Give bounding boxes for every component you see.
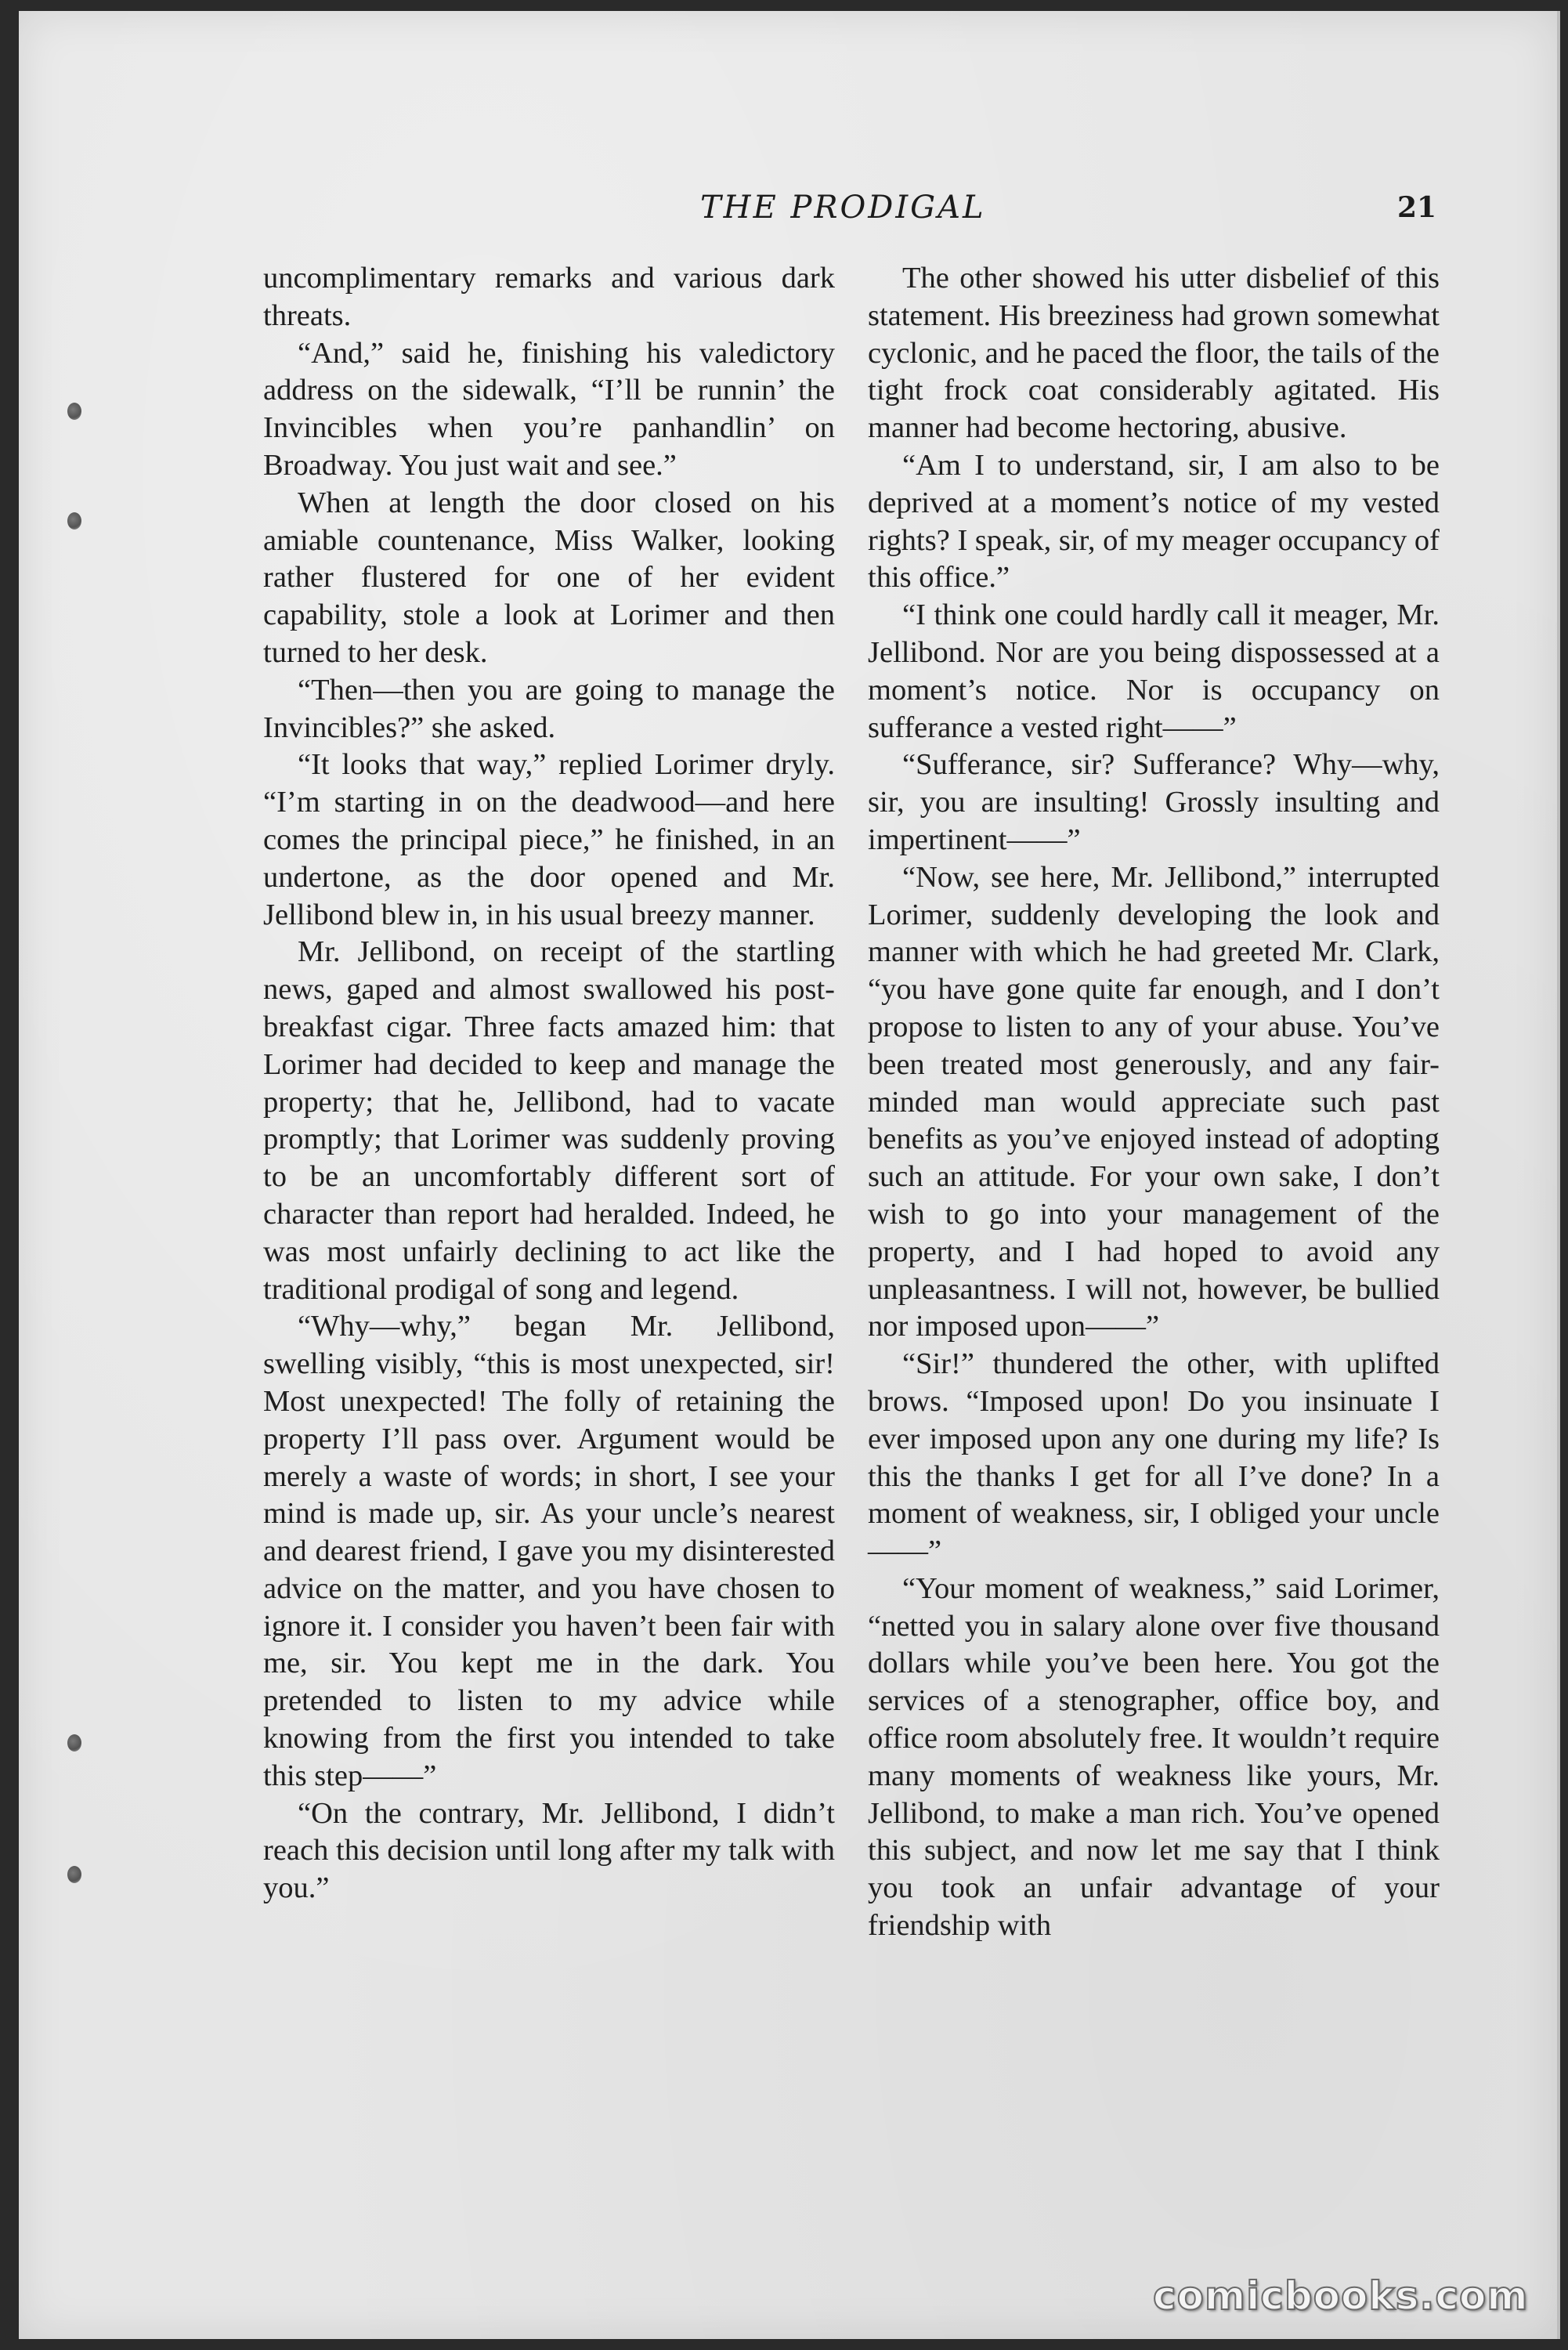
paragraph: “Then—then you are going to manage the Invincibles?” she asked. bbox=[263, 673, 835, 744]
page-number: 21 bbox=[1397, 191, 1437, 224]
binding-hole bbox=[67, 403, 81, 420]
book-page bbox=[19, 11, 1560, 2339]
running-head bbox=[19, 190, 1557, 237]
paragraph: “On the contrary, Mr. Jellibond, I didn’t reach this decision until long after my talk with you.” bbox=[263, 1796, 835, 1905]
left-column bbox=[263, 260, 835, 1907]
paragraph: “And,” said he, finishing his valedictory address on the sidewalk, “I’ll be runnin’ the Invincibles when you’re panhandlin’ on Broadway. You just wait and see.” bbox=[263, 336, 835, 482]
right-column bbox=[868, 260, 1440, 1945]
paragraph: “Am I to understand, sir, I am also to be deprived at a moment’s notice of my vested rights? I speak, sir, of my meager occupancy of this office.” bbox=[868, 448, 1440, 595]
paragraph: The other showed his utter disbelief of this statement. His breeziness had grown somewhat cyclonic, and he paced the floor, the tails of the tight frock coat considerably agitated. His manner had become hectoring, abusive. bbox=[868, 262, 1440, 445]
paragraph: Mr. Jellibond, on receipt of the startling news, gaped and almost swallowed his post-breakfast cigar. Three facts amazed him: that Lorimer had decided to keep and manage the property; that he, Jellibond, had to vacate promptly; that Lorimer was suddenly proving to be an uncomfortably different sort of character than report had heralded. Indeed, he was most unfairly declining to act like the traditional prodigal of song and legend. bbox=[263, 935, 835, 1306]
paragraph: “Your moment of weakness,” said Lorimer, “netted you in salary alone over five thousand dollars while you’ve been here. You got the services of a stenographer, office boy, and office room absolutely free. It wouldn’t require many moments of weakness like yours, Mr. Jellibond, to make a man rich. You’ve opened this subject, and now let me say that I think you took an unfair advantage of your friendship with bbox=[868, 1571, 1440, 1943]
paragraph: “Sufferance, sir? Sufferance? Why—why, sir, you are insulting! Grossly insulting and impertinent——” bbox=[868, 748, 1440, 856]
binding-hole bbox=[67, 1866, 81, 1883]
paragraph: “Now, see here, Mr. Jellibond,” interrupted Lorimer, suddenly developing the look and manner with which he had greeted Mr. Clark, “you have gone quite far enough, and I don’t propose to listen to any of your abuse. You’ve been treated most generously, and any fair-minded man would appreciate such past benefits as you’ve enjoyed instead of adopting such an attitude. For your own sake, I don’t wish to go into your management of the property, and I had hoped to avoid any unpleasantness. I will not, however, be bullied nor imposed upon——” bbox=[868, 860, 1440, 1343]
paragraph: “Sir!” thundered the other, with uplifted brows. “Imposed upon! Do you insinuate I ever imposed upon any one during my life? Is this the thanks I get for all I’ve done? In a moment of weakness, sir, I obliged your uncle——” bbox=[868, 1347, 1440, 1568]
paragraph: uncomplimentary remarks and various dark threats. bbox=[263, 262, 835, 332]
watermark: comicbooks.com bbox=[1153, 2273, 1529, 2319]
binding-hole bbox=[67, 1734, 81, 1752]
paragraph: “I think one could hardly call it meager, Mr. Jellibond. Nor are you being dispossessed at a moment’s notice. Nor is occupancy on sufferance a vested right——” bbox=[868, 598, 1440, 744]
paragraph: “Why—why,” began Mr. Jellibond, swelling visibly, “this is most unexpected, sir! Most unexpected! The folly of retaining the property I’ll pass over. Argument would be merely a waste of words; in short, I see your mind is made up, sir. As your uncle’s nearest and dearest friend, I gave you my disinterested advice on the matter, and you have chosen to ignore it. I consider you haven’t been fair with me, sir. You kept me in the dark. You pretended to listen to my advice while knowing from the first you intended to take this step——” bbox=[263, 1310, 835, 1792]
paragraph: When at length the door closed on his amiable countenance, Miss Walker, looking rather flustered for one of her evident capability, stole a look at Lorimer and then turned to her desk. bbox=[263, 486, 835, 669]
running-title: THE PRODIGAL bbox=[700, 190, 986, 226]
paragraph: “It looks that way,” replied Lorimer dryly. “I’m starting in on the deadwood—and here comes the principal piece,” he finished, in an undertone, as the door opened and Mr. Jellibond blew in, in his usual breezy manner. bbox=[263, 748, 835, 931]
binding-hole bbox=[67, 512, 81, 530]
